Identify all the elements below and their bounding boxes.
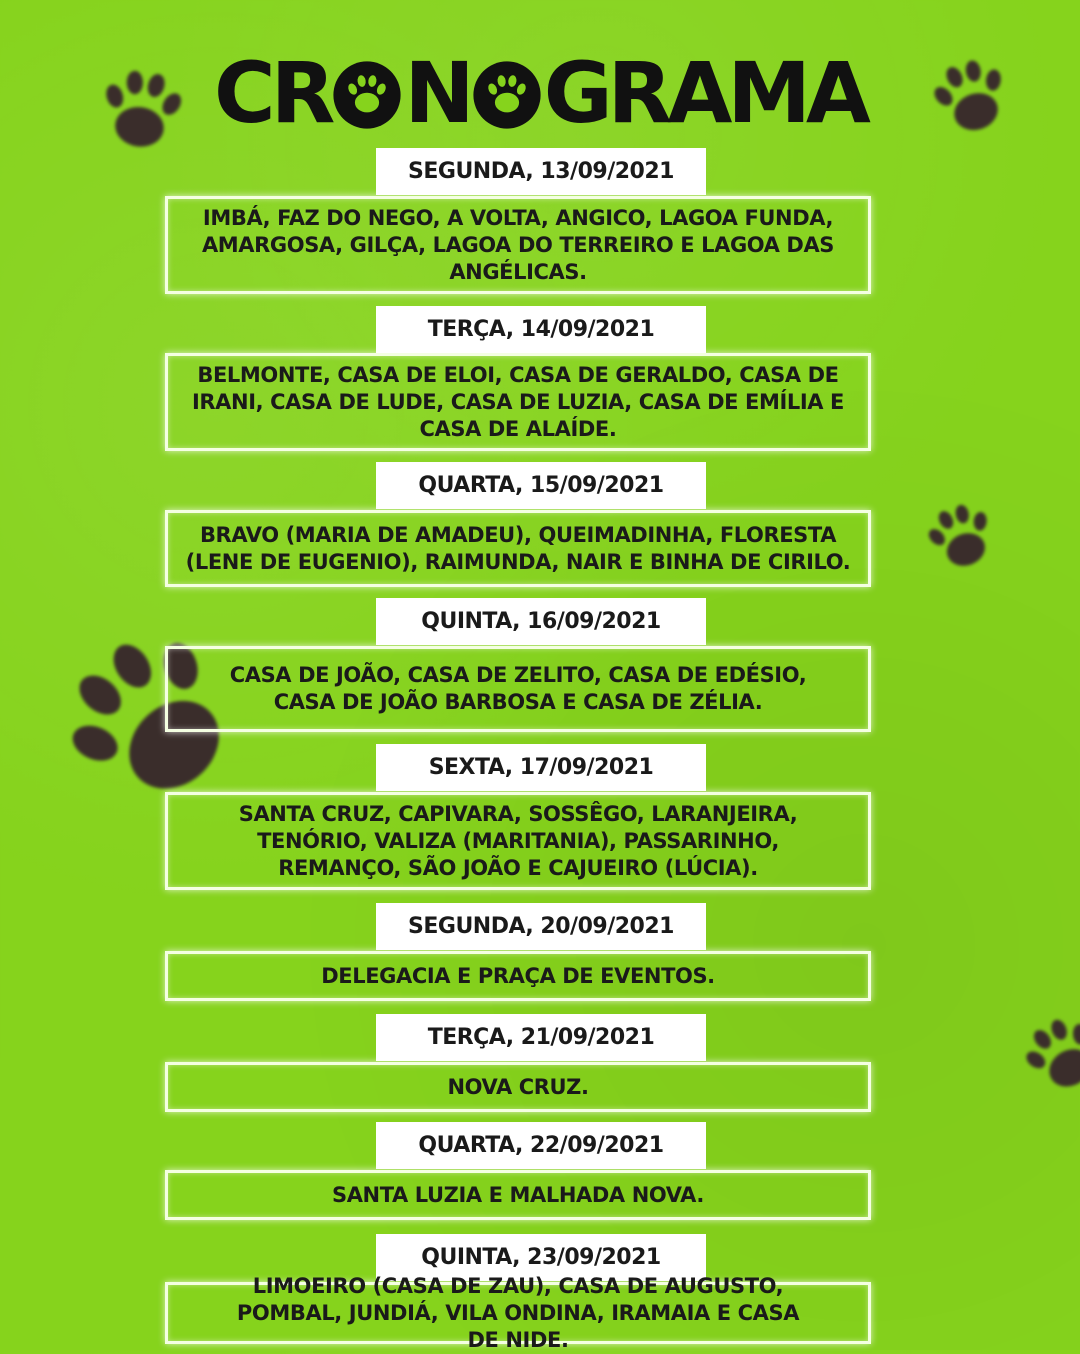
paw-o-icon [332,60,402,130]
schedule-date: QUARTA, 15/09/2021 [376,462,706,509]
title-text-end: GRAMA [543,44,866,142]
paw-o-icon [472,60,542,130]
schedule-places [165,353,871,451]
schedule-places [165,196,871,294]
schedule-places [165,646,871,732]
schedule-places-text: SANTA CRUZ, CAPIVARA, SOSSÊGO, LARANJEIRA, TENÓRIO, VALIZA (MARITANIA), PASSARINHO, REMANÇO, SÃO JOÃO E CAJUEIRO (LÚCIA). [238,801,798,880]
schedule-places [165,1062,871,1112]
schedule-places [165,792,871,890]
schedule-places [165,1273,871,1352]
schedule-places-text: DELEGACIA E PRAÇA DE EVENTOS. [321,963,715,988]
paw-print-icon [912,489,1010,583]
title-text-start: CR [214,44,331,142]
schedule-date: SEGUNDA, 20/09/2021 [376,903,706,950]
schedule-date: QUARTA, 22/09/2021 [376,1122,706,1169]
schedule-places [165,951,871,1001]
title-text-middle: N [404,44,470,142]
schedule-places-text: NOVA CRUZ. [447,1074,589,1099]
schedule-date: SEGUNDA, 13/09/2021 [376,148,706,195]
page-title [0,44,1080,142]
schedule-date: TERÇA, 14/09/2021 [376,306,706,353]
schedule-places-text: BELMONTE, CASA DE ELOI, CASA DE GERALDO, CASA DE IRANI, CASA DE LUDE, CASA DE LUZIA, CASA DE EMÍLIA E CASA DE ALAÍDE. [191,362,844,441]
schedule-places-text: IMBÁ, FAZ DO NEGO, A VOLTA, ANGICO, LAGOA FUNDA, AMARGOSA, GILÇA, LAGOA DO TERREIRO E LAGOA DAS ANGÉLICAS. [201,205,835,284]
schedule-places-text: BRAVO (MARIA DE AMADEU), QUEIMADINHA, FLORESTA (LENE DE EUGENIO), RAIMUNDA, NAIR E BINHA DE CIRILO. [185,522,851,574]
schedule-places-text: CASA DE JOÃO, CASA DE ZELITO, CASA DE EDÉSIO, CASA DE JOÃO BARBOSA E CASA DE ZÉLIA. [229,663,807,714]
schedule-places [165,1170,871,1220]
schedule-places-text: SANTA LUZIA E MALHADA NOVA. [331,1182,705,1207]
schedule-date: SEXTA, 17/09/2021 [376,744,706,791]
schedule-places-text: LIMOEIRO (CASA DE ZAU), CASA DE AUGUSTO, POMBAL, JUNDIÁ, VILA ONDINA, IRAMAIA E CASA DE NIDE. [236,1273,800,1352]
schedule-date: QUINTA, 23/09/2021 [376,1234,706,1281]
paw-print-icon [1006,998,1080,1111]
schedule-date: TERÇA, 21/09/2021 [376,1014,706,1061]
schedule-date: QUINTA, 16/09/2021 [376,598,706,645]
schedule-places [165,510,871,587]
